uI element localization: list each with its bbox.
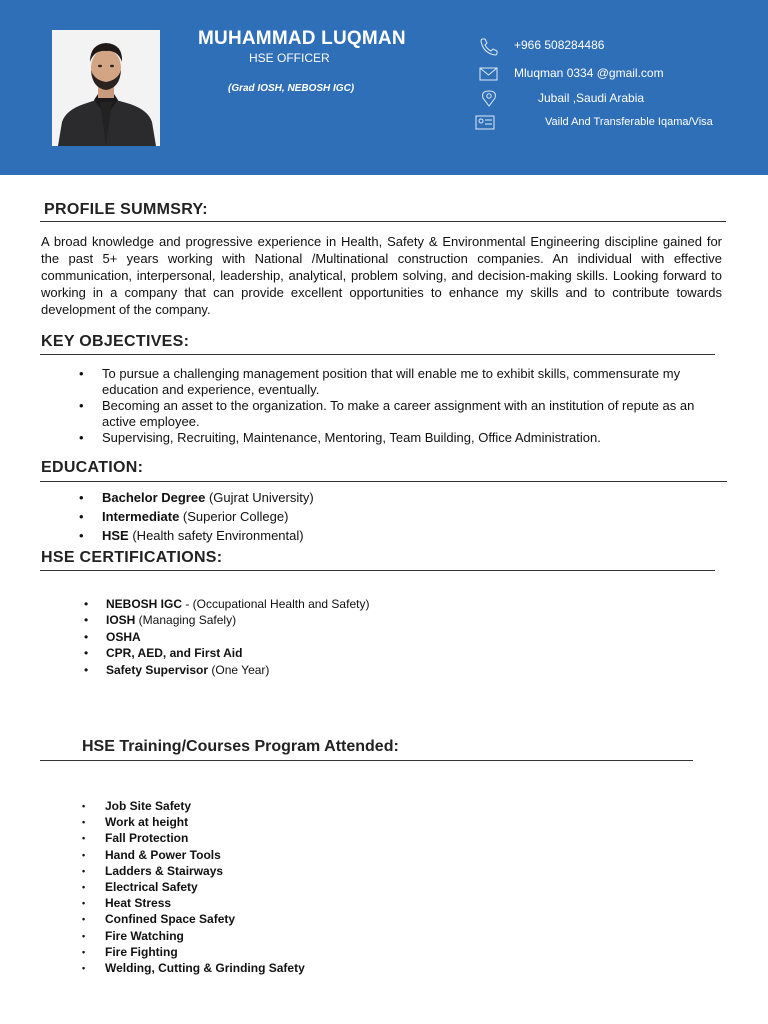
person-portrait-icon — [52, 30, 160, 146]
objectives-heading: KEY OBJECTIVES: — [41, 333, 190, 350]
list-item — [80, 612, 369, 628]
certification-name: OSHA — [106, 629, 141, 644]
list-item: • Fall Protection — [80, 830, 305, 846]
list-item — [80, 645, 369, 661]
list-item: • Fire Fighting — [80, 944, 305, 960]
email-address[interactable]: Mluqman 0334 @gmail.com — [514, 66, 664, 80]
institution: (Health safety Environmental) — [128, 528, 304, 543]
list-item: • To pursue a challenging management position that will enable me to exhibit skills, commensurate my education and experience, eventually. — [75, 366, 715, 397]
profile-summary-text: A broad knowledge and progressive experience in Health, Safety & Environmental Engineering discipline gained for the past 5+ years working with National /Multinational construction companies. An individual with effective communication, interpersonal, leadership, analytical, problem solving, and decision-making skills. Looking forward to working in a company that can provide excellent opportunities to enhance my skills and to contribute towards development of the company. — [41, 234, 722, 317]
training-heading: HSE Training/Courses Program Attended: — [82, 738, 399, 755]
profile-divider — [40, 221, 726, 222]
list-item: • Hand & Power Tools — [80, 847, 305, 863]
degree-name: Bachelor Degree — [102, 490, 206, 505]
job-title: HSE OFFICER — [249, 51, 330, 65]
training-divider — [40, 760, 693, 761]
qualifications-note: (Grad IOSH, NEBOSH IGC) — [228, 83, 355, 94]
visa-status: Vaild And Transferable Iqama/Visa — [545, 116, 713, 128]
objectives-list — [75, 366, 715, 447]
list-item: • Electrical Safety — [80, 879, 305, 895]
candidate-name: MUHAMMAD LUQMAN — [198, 28, 406, 49]
contact-visa — [474, 113, 744, 133]
list-item — [80, 596, 369, 612]
list-item: • Fire Watching — [80, 928, 305, 944]
contact-location — [478, 89, 738, 109]
certification-detail: (Managing Safely) — [135, 613, 237, 628]
list-item: • Supervising, Recruiting, Maintenance, Mentoring, Team Building, Office Administration. — [75, 430, 715, 446]
list-item: • Ladders & Stairways — [80, 863, 305, 879]
email-icon — [478, 64, 500, 82]
institution: (Gujrat University) — [205, 490, 314, 505]
list-item: • Job Site Safety — [80, 798, 305, 814]
list-item — [75, 507, 314, 526]
education-heading: EDUCATION: — [41, 459, 144, 476]
certification-name: CPR, AED, and First Aid — [106, 646, 243, 661]
profile-photo — [52, 30, 160, 146]
profile-summary-heading: PROFILE SUMMSRY: — [44, 201, 208, 218]
list-item: • Work at height — [80, 814, 305, 830]
institution: (Superior College) — [179, 509, 289, 524]
contact-phone — [478, 38, 738, 58]
certification-name: NEBOSH IGC — [106, 597, 183, 611]
certification-detail: - (Occupational Health and Safety) — [182, 597, 370, 611]
certification-detail: (One Year) — [208, 662, 270, 677]
list-item: • Becoming an asset to the organization. To make a career assignment with an institution of repute as an active employee. — [75, 398, 715, 429]
training-list — [80, 798, 305, 976]
list-item — [75, 526, 314, 545]
phone-number[interactable]: +966 508284486 — [514, 38, 605, 52]
list-item: • Heat Stress — [80, 895, 305, 911]
degree-name: Intermediate — [102, 509, 180, 524]
list-item: • Welding, Cutting & Grinding Safety — [80, 960, 305, 976]
list-item — [80, 629, 369, 645]
education-divider — [40, 481, 727, 482]
header-banner — [0, 0, 768, 175]
phone-icon — [478, 38, 500, 56]
certification-name: Safety Supervisor — [106, 662, 209, 677]
certifications-list — [80, 596, 369, 678]
list-item: • Confined Space Safety — [80, 911, 305, 927]
contact-email — [478, 64, 738, 84]
list-item — [75, 488, 314, 507]
location-text: Jubail ,Saudi Arabia — [538, 91, 645, 105]
certifications-heading: HSE CERTIFICATIONS: — [41, 549, 223, 566]
degree-name: HSE — [102, 528, 129, 543]
certification-name: IOSH — [106, 613, 136, 628]
education-list — [75, 488, 314, 545]
objectives-divider — [40, 354, 715, 355]
id-card-icon — [474, 113, 496, 131]
list-item — [80, 662, 369, 678]
certifications-divider — [40, 570, 715, 571]
location-icon — [478, 89, 500, 107]
